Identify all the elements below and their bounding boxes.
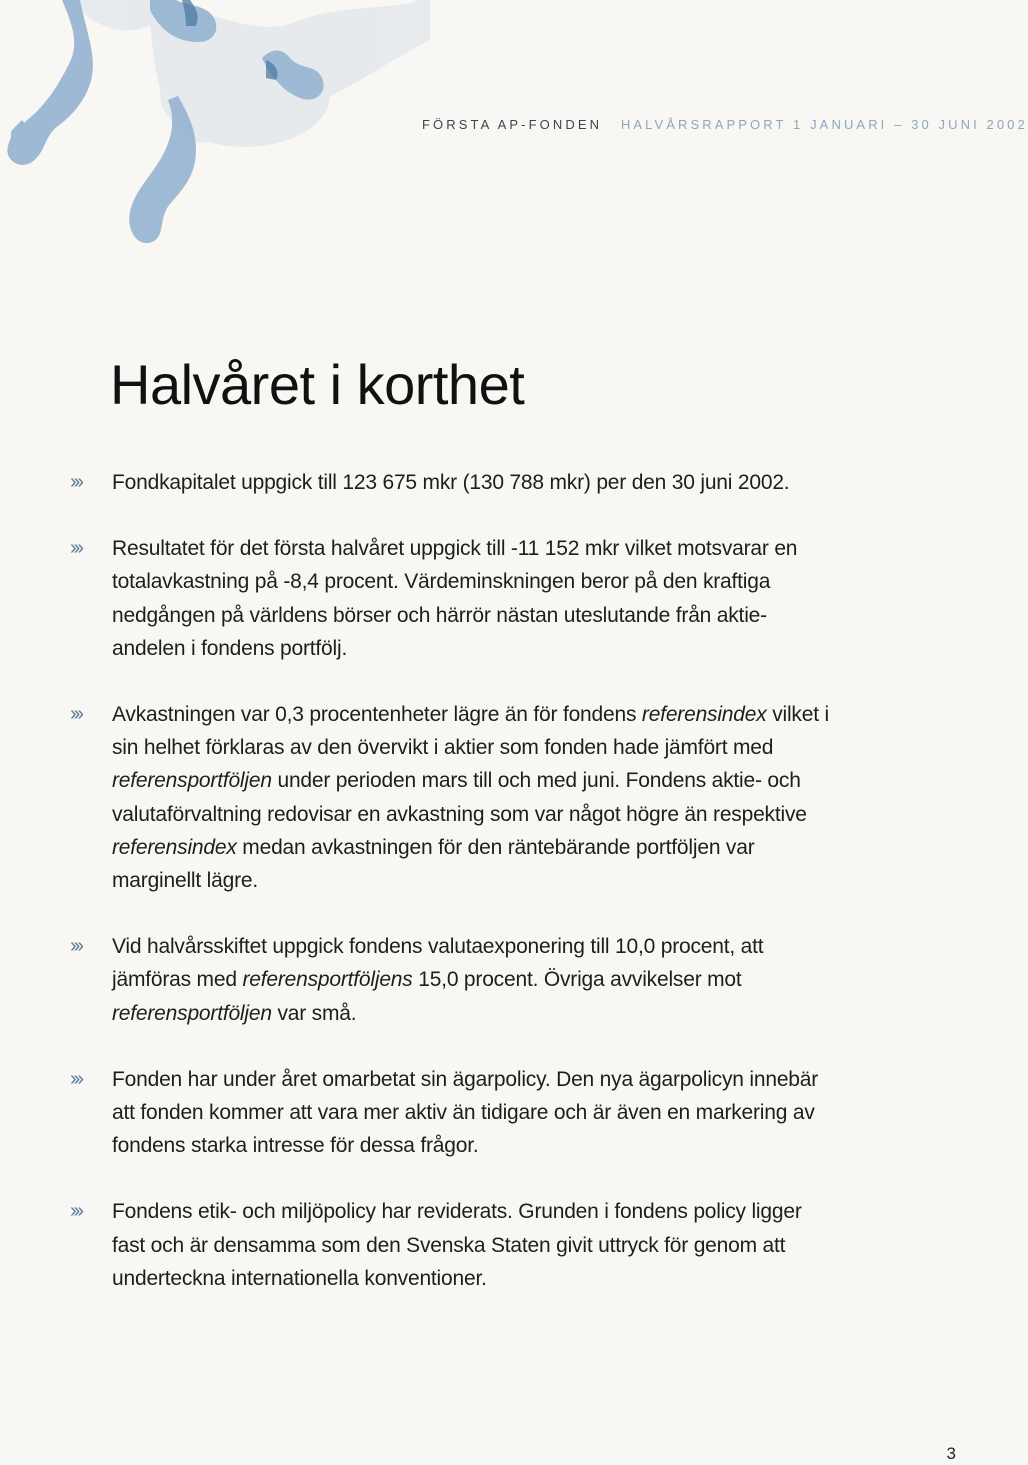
text-segment: 15,0 procent. Övriga avvikelser mot [412,968,742,992]
text-segment: Avkastningen var 0,3 procentenheter lägre än för fondens [112,703,642,727]
bullet-text [112,930,830,1030]
organization-name: FÖRSTA AP-FONDEN [422,117,603,132]
decorative-splash-graphic [0,0,430,260]
text-segment: Vid halvårsskiftet uppgick fondens valutaexponering till 10,0 procent, att jämföras med [112,935,764,992]
text-segment: vilket i sin helhet förklaras av den övervikt i aktier som fonden hade jämfört med [112,703,829,760]
page-title: Halvåret i korthet [110,353,525,416]
summary-bullet-list [70,466,830,1328]
text-segment: under perioden mars till och med juni. Fondens aktie- och valutaförvaltning redovisar en avkastning som var något högre än respektive [112,769,807,826]
text-segment: Resultatet för det första halvåret uppgick till -11 152 mkr vilket motsvarar en totalavkastning på -8,4 procent. Värdeminskningen beror på den kraftiga nedgången på världens börser och härrör nästan uteslutande från aktieandelen i fondens portfölj. [112,537,798,660]
italic-term: referensportföljens [242,968,413,992]
text-segment: var små. [271,1001,357,1025]
bullet-text [112,1063,830,1163]
bullet-marker-icon: ››› [70,935,81,958]
italic-term: referensindex [112,835,237,859]
bullet-marker-icon: ››› [70,471,81,493]
bullet-text [112,532,830,665]
italic-term: referensindex [641,703,767,727]
bullet-item [70,532,830,665]
bullet-marker-icon: ››› [70,1200,81,1223]
italic-term: referensportföljen [112,769,272,793]
bullet-marker-icon: ››› [70,1067,81,1090]
text-segment: Fonden har under året omarbetat sin ägarpolicy. Den nya ägarpolicyn innebär att fonden kommer att vara mer aktiv än tidigare och är även en markering av fondens starka intresse för dessa frågor. [112,1067,819,1158]
bullet-item [70,1063,830,1163]
bullet-item [70,698,830,897]
text-segment: Fondens etik- och miljöpolicy har reviderats. Grunden i fondens policy ligger fast och är densamma som den Svenska Staten givit uttryck för genom att underteckna internationella konventioner. [112,1200,802,1290]
text-segment: Fondkapitalet uppgick till 123 675 mkr (130 788 mkr) per den 30 juni 2002. [112,471,790,494]
bullet-item [70,1195,830,1295]
bullet-item [70,466,830,499]
bullet-marker-icon: ››› [70,537,81,560]
bullet-text [112,466,830,499]
bullet-text [112,1195,830,1295]
bullet-text [112,698,830,897]
text-segment: medan avkastningen för den räntebärande portföljen var marginellt lägre. [112,835,755,893]
report-period: HALVÅRSRAPPORT 1 JANUARI – 30 JUNI 2002 [620,117,1028,132]
report-header [422,117,1028,132]
italic-term: referensportföljen [112,1001,272,1025]
page-number: 3 [946,1444,956,1463]
bullet-marker-icon: ››› [70,703,81,726]
bullet-item [70,930,830,1030]
